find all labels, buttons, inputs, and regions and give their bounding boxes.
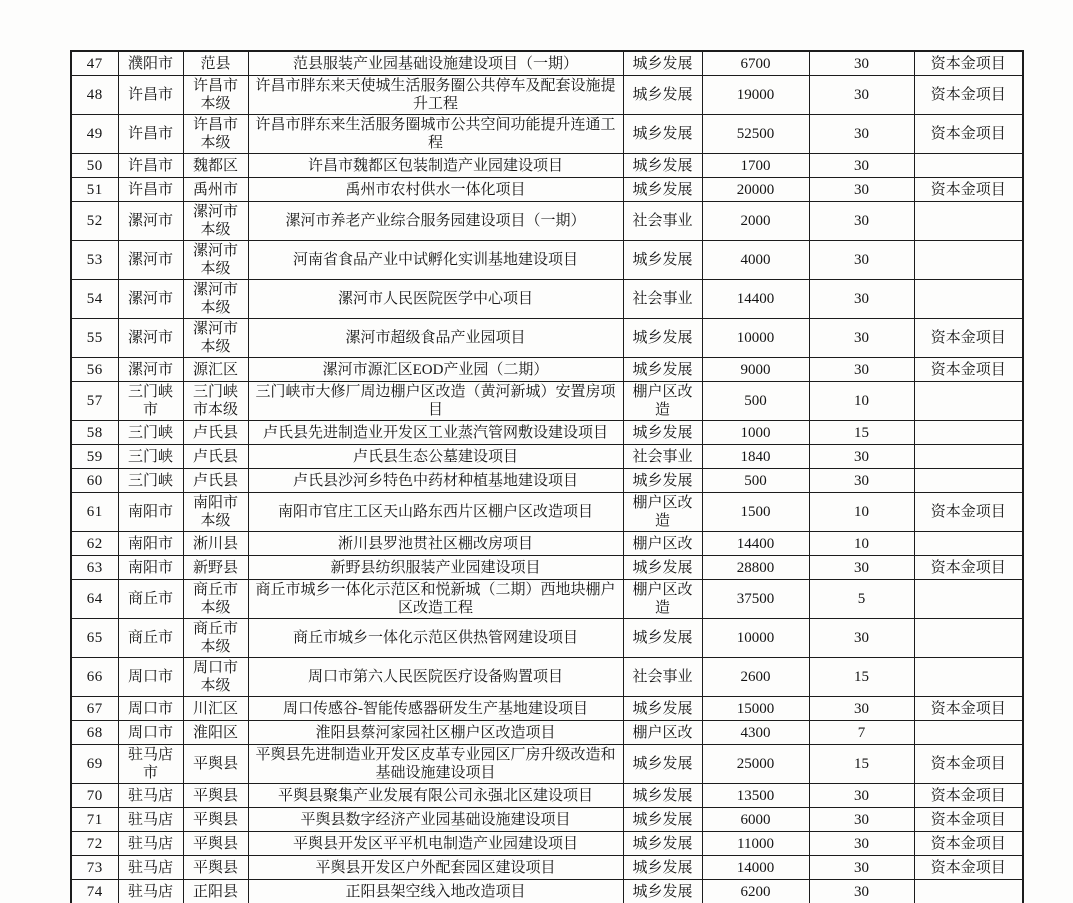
category-cell: 棚户区改造 <box>623 580 702 619</box>
ratio-cell: 10 <box>809 532 914 556</box>
county-cell: 禹州市 <box>183 178 248 202</box>
seq-cell: 64 <box>71 580 118 619</box>
note-cell <box>914 445 1023 469</box>
note-cell <box>914 619 1023 658</box>
county-cell: 平舆县 <box>183 832 248 856</box>
note-cell: 资本金项目 <box>914 115 1023 154</box>
project-cell: 漯河市源汇区EOD产业园（二期） <box>248 358 623 382</box>
project-cell: 许昌市胖东来生活服务圈城市公共空间功能提升连通工程 <box>248 115 623 154</box>
category-cell: 城乡发展 <box>623 421 702 445</box>
table-row <box>71 241 1023 280</box>
project-cell: 禹州市农村供水一体化项目 <box>248 178 623 202</box>
table-row <box>71 115 1023 154</box>
project-cell: 漯河市人民医院医学中心项目 <box>248 280 623 319</box>
project-cell: 新野县纺织服装产业园建设项目 <box>248 556 623 580</box>
table-row <box>71 469 1023 493</box>
city-cell: 周口市 <box>118 721 183 745</box>
note-cell: 资本金项目 <box>914 808 1023 832</box>
table-body <box>71 51 1023 903</box>
amount-cell: 14400 <box>702 280 809 319</box>
seq-cell: 69 <box>71 745 118 784</box>
seq-cell: 50 <box>71 154 118 178</box>
amount-cell: 13500 <box>702 784 809 808</box>
category-cell: 棚户区改造 <box>623 382 702 421</box>
category-cell: 城乡发展 <box>623 241 702 280</box>
city-cell: 漯河市 <box>118 280 183 319</box>
county-cell: 平舆县 <box>183 856 248 880</box>
county-cell: 淅川县 <box>183 532 248 556</box>
note-cell: 资本金项目 <box>914 178 1023 202</box>
ratio-cell: 5 <box>809 580 914 619</box>
county-cell: 漯河市本级 <box>183 280 248 319</box>
project-cell: 三门峡市大修厂周边棚户区改造（黄河新城）安置房项目 <box>248 382 623 421</box>
county-cell: 正阳县 <box>183 880 248 903</box>
amount-cell: 25000 <box>702 745 809 784</box>
table-row <box>71 421 1023 445</box>
city-cell: 驻马店市 <box>118 745 183 784</box>
city-cell: 周口市 <box>118 697 183 721</box>
project-cell: 淮阳县蔡河家园社区棚户区改造项目 <box>248 721 623 745</box>
note-cell <box>914 421 1023 445</box>
table-row <box>71 493 1023 532</box>
note-cell <box>914 469 1023 493</box>
seq-cell: 67 <box>71 697 118 721</box>
category-cell: 社会事业 <box>623 658 702 697</box>
category-cell: 城乡发展 <box>623 808 702 832</box>
category-cell: 城乡发展 <box>623 319 702 358</box>
table-row <box>71 721 1023 745</box>
amount-cell: 20000 <box>702 178 809 202</box>
city-cell: 漯河市 <box>118 319 183 358</box>
category-cell: 城乡发展 <box>623 856 702 880</box>
table-row <box>71 832 1023 856</box>
project-cell: 平舆县数字经济产业园基础设施建设项目 <box>248 808 623 832</box>
city-cell: 商丘市 <box>118 580 183 619</box>
table-row <box>71 556 1023 580</box>
project-cell: 许昌市胖东来天使城生活服务圈公共停车及配套设施提升工程 <box>248 76 623 115</box>
project-cell: 漯河市超级食品产业园项目 <box>248 319 623 358</box>
county-cell: 卢氏县 <box>183 469 248 493</box>
ratio-cell: 30 <box>809 880 914 903</box>
ratio-cell: 30 <box>809 51 914 76</box>
ratio-cell: 30 <box>809 784 914 808</box>
seq-cell: 65 <box>71 619 118 658</box>
county-cell: 许昌市本级 <box>183 76 248 115</box>
city-cell: 许昌市 <box>118 115 183 154</box>
ratio-cell: 30 <box>809 154 914 178</box>
city-cell: 漯河市 <box>118 202 183 241</box>
project-cell: 周口市第六人民医院医疗设备购置项目 <box>248 658 623 697</box>
county-cell: 卢氏县 <box>183 445 248 469</box>
city-cell: 南阳市 <box>118 532 183 556</box>
seq-cell: 52 <box>71 202 118 241</box>
category-cell: 城乡发展 <box>623 51 702 76</box>
category-cell: 棚户区改 <box>623 721 702 745</box>
category-cell: 城乡发展 <box>623 154 702 178</box>
amount-cell: 9000 <box>702 358 809 382</box>
table-row <box>71 382 1023 421</box>
ratio-cell: 30 <box>809 556 914 580</box>
amount-cell: 19000 <box>702 76 809 115</box>
table-row <box>71 856 1023 880</box>
amount-cell: 500 <box>702 469 809 493</box>
city-cell: 濮阳市 <box>118 51 183 76</box>
county-cell: 周口市本级 <box>183 658 248 697</box>
county-cell: 平舆县 <box>183 745 248 784</box>
city-cell: 南阳市 <box>118 556 183 580</box>
seq-cell: 49 <box>71 115 118 154</box>
seq-cell: 62 <box>71 532 118 556</box>
category-cell: 城乡发展 <box>623 697 702 721</box>
county-cell: 川汇区 <box>183 697 248 721</box>
seq-cell: 59 <box>71 445 118 469</box>
seq-cell: 58 <box>71 421 118 445</box>
city-cell: 南阳市 <box>118 493 183 532</box>
note-cell <box>914 721 1023 745</box>
note-cell: 资本金项目 <box>914 319 1023 358</box>
city-cell: 商丘市 <box>118 619 183 658</box>
ratio-cell: 7 <box>809 721 914 745</box>
project-cell: 平舆县开发区户外配套园区建设项目 <box>248 856 623 880</box>
amount-cell: 4000 <box>702 241 809 280</box>
city-cell: 驻马店 <box>118 856 183 880</box>
table-row <box>71 280 1023 319</box>
table-row <box>71 745 1023 784</box>
note-cell <box>914 880 1023 903</box>
table-row <box>71 697 1023 721</box>
city-cell: 三门峡 <box>118 469 183 493</box>
project-cell: 南阳市官庄工区天山路东西片区棚户区改造项目 <box>248 493 623 532</box>
county-cell: 商丘市本级 <box>183 619 248 658</box>
category-cell: 城乡发展 <box>623 880 702 903</box>
county-cell: 三门峡市本级 <box>183 382 248 421</box>
city-cell: 周口市 <box>118 658 183 697</box>
amount-cell: 14400 <box>702 532 809 556</box>
amount-cell: 11000 <box>702 832 809 856</box>
project-cell: 平舆县聚集产业发展有限公司永强北区建设项目 <box>248 784 623 808</box>
ratio-cell: 10 <box>809 382 914 421</box>
seq-cell: 51 <box>71 178 118 202</box>
county-cell: 新野县 <box>183 556 248 580</box>
table-row <box>71 76 1023 115</box>
ratio-cell: 30 <box>809 178 914 202</box>
table-row <box>71 154 1023 178</box>
category-cell: 城乡发展 <box>623 358 702 382</box>
project-cell: 漯河市养老产业综合服务园建设项目（一期） <box>248 202 623 241</box>
county-cell: 南阳市本级 <box>183 493 248 532</box>
amount-cell: 2600 <box>702 658 809 697</box>
seq-cell: 71 <box>71 808 118 832</box>
amount-cell: 14000 <box>702 856 809 880</box>
county-cell: 魏都区 <box>183 154 248 178</box>
note-cell: 资本金项目 <box>914 556 1023 580</box>
category-cell: 社会事业 <box>623 445 702 469</box>
note-cell: 资本金项目 <box>914 51 1023 76</box>
ratio-cell: 30 <box>809 808 914 832</box>
note-cell <box>914 532 1023 556</box>
seq-cell: 66 <box>71 658 118 697</box>
table-row <box>71 51 1023 76</box>
category-cell: 社会事业 <box>623 202 702 241</box>
category-cell: 城乡发展 <box>623 178 702 202</box>
note-cell: 资本金项目 <box>914 745 1023 784</box>
ratio-cell: 30 <box>809 280 914 319</box>
city-cell: 漯河市 <box>118 358 183 382</box>
ratio-cell: 30 <box>809 697 914 721</box>
amount-cell: 10000 <box>702 319 809 358</box>
category-cell: 棚户区改 <box>623 532 702 556</box>
ratio-cell: 30 <box>809 319 914 358</box>
amount-cell: 6700 <box>702 51 809 76</box>
note-cell <box>914 202 1023 241</box>
note-cell <box>914 658 1023 697</box>
city-cell: 驻马店 <box>118 784 183 808</box>
note-cell <box>914 154 1023 178</box>
projects-table <box>70 50 1024 903</box>
project-cell: 商丘市城乡一体化示范区供热管网建设项目 <box>248 619 623 658</box>
county-cell: 平舆县 <box>183 808 248 832</box>
amount-cell: 52500 <box>702 115 809 154</box>
ratio-cell: 30 <box>809 76 914 115</box>
table-row <box>71 808 1023 832</box>
seq-cell: 47 <box>71 51 118 76</box>
county-cell: 淮阳区 <box>183 721 248 745</box>
seq-cell: 60 <box>71 469 118 493</box>
ratio-cell: 30 <box>809 856 914 880</box>
city-cell: 三门峡 <box>118 421 183 445</box>
table-row <box>71 580 1023 619</box>
city-cell: 许昌市 <box>118 76 183 115</box>
table-row <box>71 658 1023 697</box>
county-cell: 源汇区 <box>183 358 248 382</box>
category-cell: 城乡发展 <box>623 745 702 784</box>
table-row <box>71 445 1023 469</box>
seq-cell: 68 <box>71 721 118 745</box>
note-cell <box>914 280 1023 319</box>
seq-cell: 61 <box>71 493 118 532</box>
amount-cell: 37500 <box>702 580 809 619</box>
table-row <box>71 178 1023 202</box>
amount-cell: 1000 <box>702 421 809 445</box>
amount-cell: 6200 <box>702 880 809 903</box>
county-cell: 商丘市本级 <box>183 580 248 619</box>
seq-cell: 53 <box>71 241 118 280</box>
note-cell: 资本金项目 <box>914 784 1023 808</box>
ratio-cell: 15 <box>809 745 914 784</box>
project-cell: 卢氏县生态公墓建设项目 <box>248 445 623 469</box>
ratio-cell: 30 <box>809 202 914 241</box>
seq-cell: 70 <box>71 784 118 808</box>
seq-cell: 63 <box>71 556 118 580</box>
category-cell: 城乡发展 <box>623 784 702 808</box>
note-cell <box>914 241 1023 280</box>
table-row <box>71 619 1023 658</box>
category-cell: 城乡发展 <box>623 832 702 856</box>
project-cell: 正阳县架空线入地改造项目 <box>248 880 623 903</box>
category-cell: 城乡发展 <box>623 556 702 580</box>
ratio-cell: 30 <box>809 115 914 154</box>
seq-cell: 48 <box>71 76 118 115</box>
note-cell: 资本金项目 <box>914 697 1023 721</box>
project-cell: 平舆县先进制造业开发区皮革专业园区厂房升级改造和基础设施建设项目 <box>248 745 623 784</box>
county-cell: 许昌市本级 <box>183 115 248 154</box>
project-cell: 淅川县罗池贯社区棚改房项目 <box>248 532 623 556</box>
project-cell: 卢氏县沙河乡特色中药材种植基地建设项目 <box>248 469 623 493</box>
table-row <box>71 358 1023 382</box>
note-cell: 资本金项目 <box>914 493 1023 532</box>
project-cell: 许昌市魏都区包装制造产业园建设项目 <box>248 154 623 178</box>
amount-cell: 2000 <box>702 202 809 241</box>
project-cell: 商丘市城乡一体化示范区和悦新城（二期）西地块棚户区改造工程 <box>248 580 623 619</box>
county-cell: 漯河市本级 <box>183 241 248 280</box>
table-row <box>71 532 1023 556</box>
project-cell: 卢氏县先进制造业开发区工业蒸汽管网敷设建设项目 <box>248 421 623 445</box>
seq-cell: 55 <box>71 319 118 358</box>
note-cell <box>914 580 1023 619</box>
category-cell: 城乡发展 <box>623 115 702 154</box>
note-cell <box>914 382 1023 421</box>
table-row <box>71 319 1023 358</box>
ratio-cell: 15 <box>809 658 914 697</box>
table-row <box>71 880 1023 903</box>
table-row <box>71 784 1023 808</box>
seq-cell: 56 <box>71 358 118 382</box>
city-cell: 驻马店 <box>118 832 183 856</box>
category-cell: 城乡发展 <box>623 76 702 115</box>
project-cell: 周口传感谷-智能传感器研发生产基地建设项目 <box>248 697 623 721</box>
project-cell: 河南省食品产业中试孵化实训基地建设项目 <box>248 241 623 280</box>
amount-cell: 10000 <box>702 619 809 658</box>
county-cell: 卢氏县 <box>183 421 248 445</box>
amount-cell: 1840 <box>702 445 809 469</box>
amount-cell: 28800 <box>702 556 809 580</box>
seq-cell: 73 <box>71 856 118 880</box>
seq-cell: 72 <box>71 832 118 856</box>
project-cell: 范县服装产业园基础设施建设项目（一期） <box>248 51 623 76</box>
category-cell: 社会事业 <box>623 280 702 319</box>
note-cell: 资本金项目 <box>914 76 1023 115</box>
city-cell: 三门峡市 <box>118 382 183 421</box>
ratio-cell: 30 <box>809 619 914 658</box>
ratio-cell: 30 <box>809 241 914 280</box>
county-cell: 范县 <box>183 51 248 76</box>
note-cell: 资本金项目 <box>914 832 1023 856</box>
ratio-cell: 30 <box>809 358 914 382</box>
amount-cell: 1700 <box>702 154 809 178</box>
category-cell: 城乡发展 <box>623 619 702 658</box>
ratio-cell: 30 <box>809 445 914 469</box>
county-cell: 漯河市本级 <box>183 319 248 358</box>
seq-cell: 57 <box>71 382 118 421</box>
amount-cell: 15000 <box>702 697 809 721</box>
seq-cell: 74 <box>71 880 118 903</box>
amount-cell: 500 <box>702 382 809 421</box>
amount-cell: 1500 <box>702 493 809 532</box>
ratio-cell: 15 <box>809 421 914 445</box>
note-cell: 资本金项目 <box>914 358 1023 382</box>
category-cell: 城乡发展 <box>623 469 702 493</box>
city-cell: 驻马店 <box>118 880 183 903</box>
amount-cell: 4300 <box>702 721 809 745</box>
city-cell: 三门峡 <box>118 445 183 469</box>
city-cell: 驻马店 <box>118 808 183 832</box>
project-cell: 平舆县开发区平平机电制造产业园建设项目 <box>248 832 623 856</box>
ratio-cell: 30 <box>809 469 914 493</box>
city-cell: 许昌市 <box>118 154 183 178</box>
category-cell: 棚户区改造 <box>623 493 702 532</box>
note-cell: 资本金项目 <box>914 856 1023 880</box>
ratio-cell: 10 <box>809 493 914 532</box>
city-cell: 漯河市 <box>118 241 183 280</box>
amount-cell: 6000 <box>702 808 809 832</box>
seq-cell: 54 <box>71 280 118 319</box>
county-cell: 平舆县 <box>183 784 248 808</box>
ratio-cell: 30 <box>809 832 914 856</box>
county-cell: 漯河市本级 <box>183 202 248 241</box>
city-cell: 许昌市 <box>118 178 183 202</box>
table-row <box>71 202 1023 241</box>
